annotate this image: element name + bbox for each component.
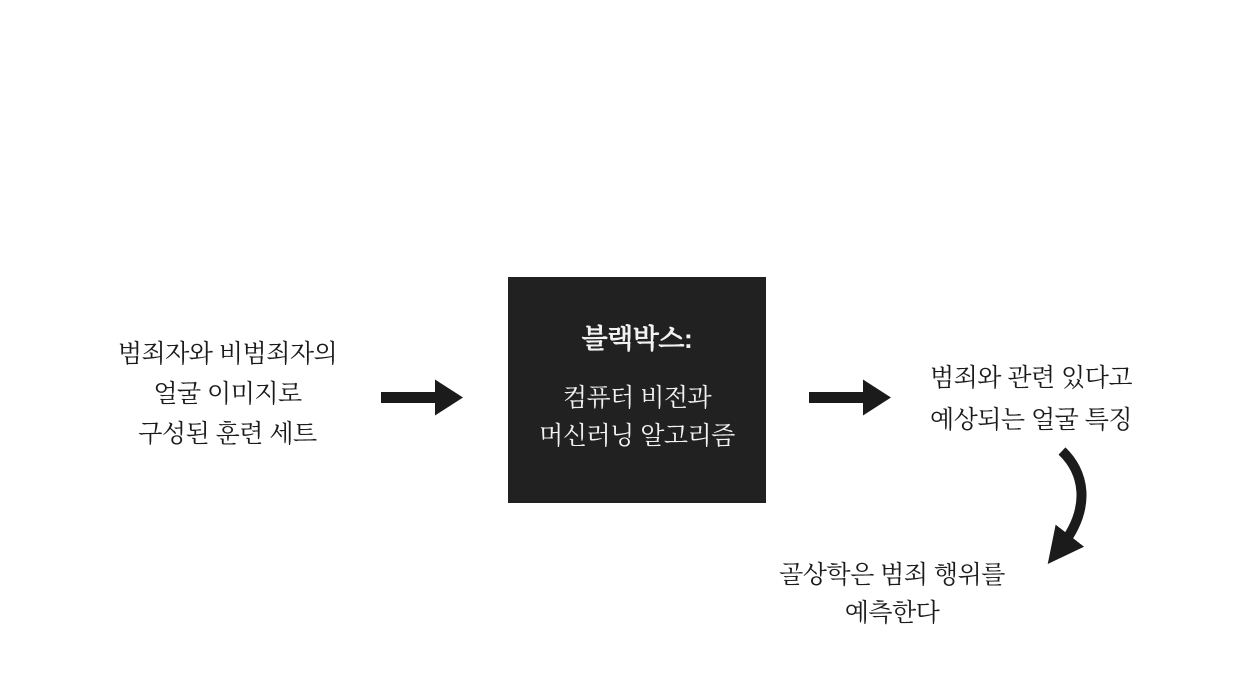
training-set-label bbox=[85, 334, 370, 454]
predicted-features-line-1: 범죄와 관련 있다고 bbox=[929, 364, 1133, 392]
predicted-features-line-2: 예상되는 얼굴 특징 bbox=[929, 406, 1133, 434]
black-box-title: 블랙박스: bbox=[581, 324, 693, 354]
training-set-line-3: 구성된 훈련 세트 bbox=[138, 420, 317, 448]
black-box bbox=[508, 277, 766, 503]
right-arrow-icon bbox=[379, 375, 465, 420]
black-box-line-1: 컴퓨터 비전과 bbox=[562, 384, 712, 412]
curved-down-arrow-icon bbox=[1035, 441, 1105, 573]
black-box-line-2: 머신러닝 알고리즘 bbox=[539, 422, 735, 450]
training-set-line-1: 범죄자와 비범죄자의 bbox=[117, 340, 338, 368]
conclusion-label bbox=[757, 556, 1027, 632]
predicted-features-label bbox=[910, 357, 1152, 441]
conclusion-line-1: 골상학은 범죄 행위를 bbox=[779, 561, 1005, 589]
conclusion-line-2: 예측한다 bbox=[844, 599, 940, 627]
right-arrow-icon bbox=[807, 375, 893, 420]
training-set-line-2: 얼굴 이미지로 bbox=[153, 380, 302, 408]
